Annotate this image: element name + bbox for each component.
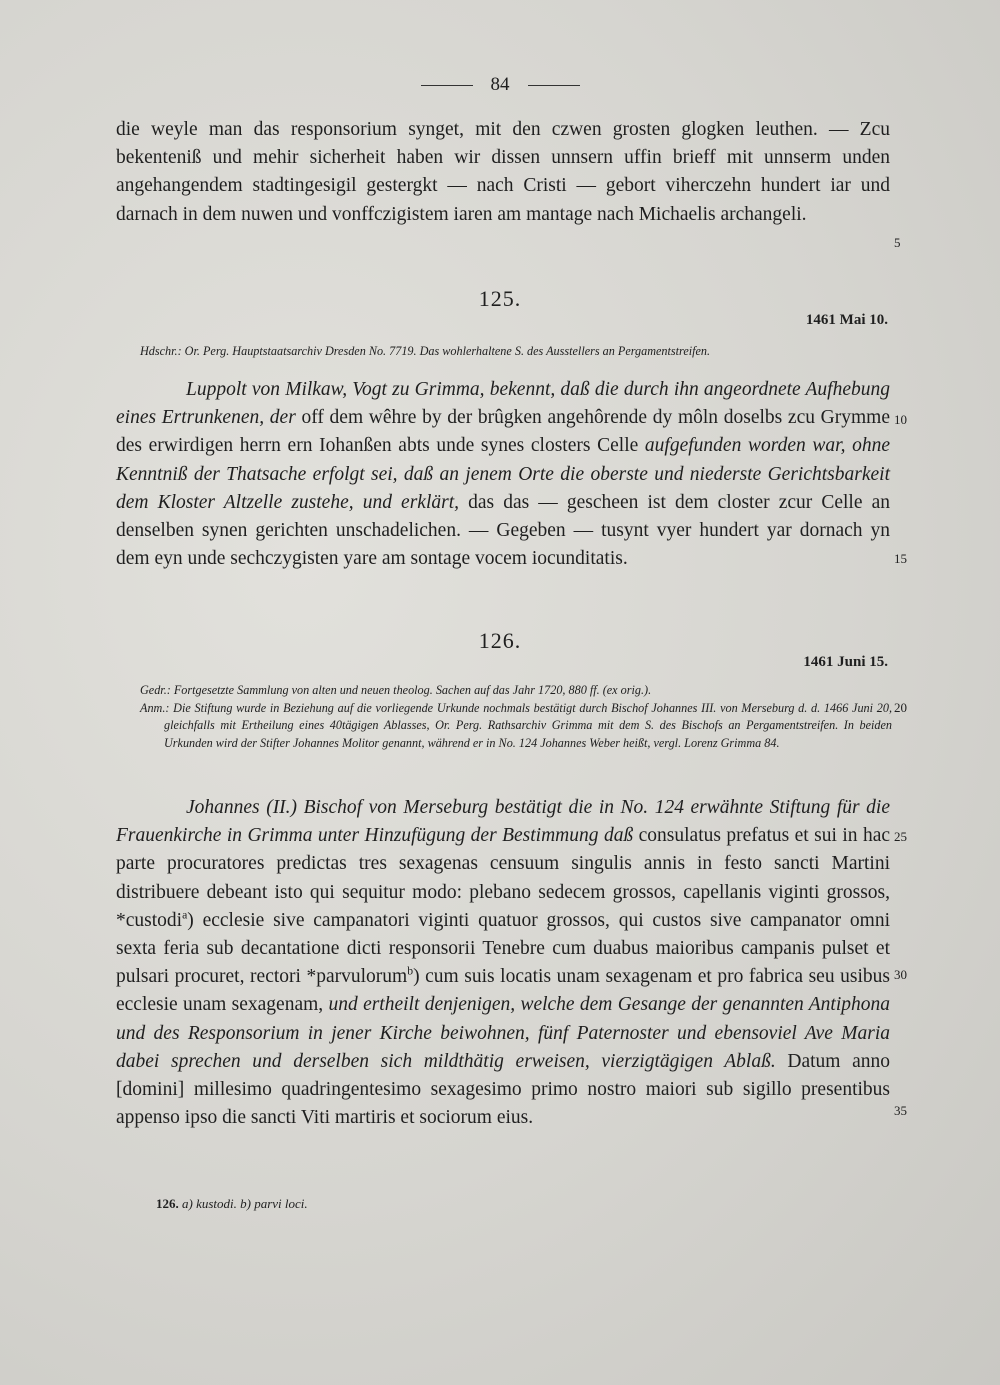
- regest-italic-2: und ertheilt denjenigen, welche dem Gesange der genannten Antiphona und des Responsorium in jener Kirche beiwohnen, fünf Paternoster und ebensoviel Ave Maria dabei sprechen und derselben sich mildthätig erweisen, vierzigtägigen Ablaß.: [116, 994, 891, 1072]
- document-125-date: 1461 Mai 10.: [805, 312, 888, 328]
- latin-text-2: ) ecclesie sive campanatori viginti quatuor grossos, qui custos sive campanator omni sexta feria sub decantatione dicti responsorii Tenebre cum duabus maioribus campanis pulset et pulsari procuret, rectori *parvulorum: [116, 909, 890, 988]
- summary-italic-2: aufgefunden worden war, ohne Kenntniß der Thatsache erfolgt sei, daß an jenem Orte die oberste und niederste Gerichtsbarkeit dem Kloster Altzelle zustehe, und erklärt,: [116, 435, 891, 513]
- page-number-rule-left: [421, 85, 473, 86]
- document-125-number: 125.: [478, 286, 522, 311]
- latin-text-3: ) cum suis locatis unam sexagenam et pro fabrica seu usibus ecclesie unam sexagenam,: [116, 966, 890, 1016]
- page-number-rule-right: [528, 85, 580, 86]
- continuation-text: die weyle man das responsorium synget, mit den czwen grosten glogken leuthen. — Zcu bekenteniß und mehir sicherheit haben wir dissen unnsern uffin brieff mit unnserm unden angehangendem stadtingesigil gestergkt — nach Cristi — gebort viherczehn hundert iar und darnach in dem nuwen und vonffczigistem iaren am mantage nach Michaelis archangeli.: [116, 119, 890, 225]
- latin-text-2: das das — gescheen ist dem closter zcur Celle an denselben synen gerichten unschadelichen. — Gegeben — tusynt vyer hundert yar dornach yn dem eyn unde sechczygisten yare am sontage vocem iocunditatis.: [116, 491, 891, 570]
- document-126-body: [116, 794, 890, 1132]
- document-125-source-note: [140, 343, 892, 361]
- footnote-mark-a: a: [182, 908, 188, 922]
- continuation-paragraph: [116, 116, 890, 229]
- line-number-20: 20: [894, 700, 907, 715]
- footnote-mark-b: b: [407, 964, 414, 978]
- page-number: [0, 74, 1000, 96]
- line-number-25: 25: [894, 829, 907, 844]
- source-note-text: Hdschr.: Or. Perg. Hauptstaatsarchiv Dresden No. 7719. Das wohlerhaltene S. des Ausstellers an Pergamentstreifen.: [140, 344, 711, 358]
- document-126-number: 126.: [478, 628, 522, 653]
- line-number-10: 10: [894, 412, 907, 427]
- document-126-date: 1461 Juni 15.: [803, 654, 888, 670]
- footnote-ref: 126.: [156, 1196, 179, 1211]
- latin-text-4: Datum anno [domini] millesimo quadringentesimo sexagesimo primo nostro maiori sub sigillo presentibus appenso ipso die sancti Viti martiris et sociorum eius.: [116, 1050, 890, 1129]
- summary-italic-1: Luppolt von Milkaw, Vogt zu Grimma, bekennt, daß die durch ihn angeordnete Aufhebung eines Ertrunkenen, der: [116, 379, 890, 429]
- latin-text-1: consulatus prefatus et sui in hac parte procuratores predictas tres sexagenas censuum singulis annis in festo sancti Martini distribuere debeant isto qui sequitur modo: plebano sedecem grossos, capellanis viginti grossos, *custodi: [116, 825, 891, 931]
- note-anm: Anm.: Die Stiftung wurde in Beziehung auf die vorliegende Urkunde nochmals bestätigt durch Bischof Johannes III. von Merseburg d. d. 1466 Juni 20, gleichfalls mit Ertheilung eines 40tägigen Ablasses, Or. Perg. Rathsarchiv Grimma mit dem S. des Bischofs an Pergamentstreifen. In beiden Urkunden wird der Stifter Johannes Molitor genannt, während er in No. 124 Johannes Weber heißt, vergl. Lorenz Grimma 84.: [140, 700, 892, 750]
- line-number-15: 15: [894, 551, 907, 566]
- page-number-text: 84: [490, 74, 510, 95]
- footnote-text: a) kustodi. b) parvi loci.: [182, 1196, 308, 1211]
- line-number-35: 35: [894, 1103, 907, 1118]
- document-126-notes: [140, 682, 892, 752]
- note-gedr: Gedr.: Fortgesetzte Sammlung von alten und neuen theolog. Sachen auf das Jahr 1720, 880 ff. (ex orig.).: [140, 683, 652, 697]
- document-125-body: [116, 376, 890, 573]
- regest-italic-1: Johannes (II.) Bischof von Merseburg bestätigt die in No. 124 erwähnte Stiftung für die Frauenkirche in Grimma unter Hinzufügung der Bestimmung daß: [116, 797, 890, 847]
- line-number-5: 5: [894, 235, 901, 250]
- line-number-30: 30: [894, 967, 907, 982]
- latin-text-1: off dem wêhre by der brûgken angehôrende dy môln doselbs zcu Grymme des erwirdigen herrn ern Iohanßen abts unde synes closters Celle: [116, 407, 890, 457]
- footnote: [156, 1196, 308, 1212]
